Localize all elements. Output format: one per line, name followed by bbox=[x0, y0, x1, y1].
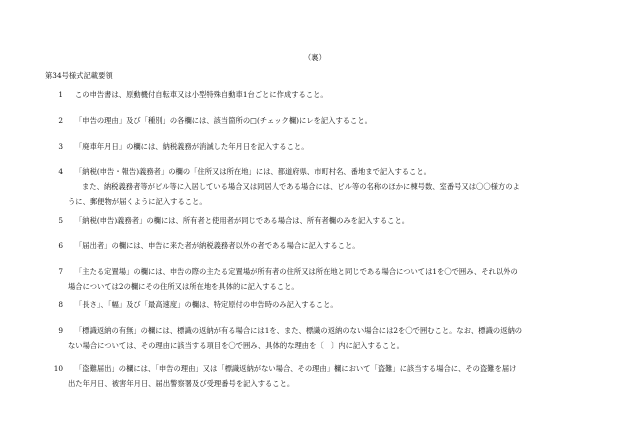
item-number: 2 bbox=[58, 116, 63, 125]
item-continuation: 場合については2の欄にその住所又は所在地を具体的に記入すること。 bbox=[68, 282, 299, 291]
item-number: 1 bbox=[58, 90, 63, 99]
item-text: 「届出者」の欄には、申告に来た者が納税義務者以外の者である場合に記入すること。 bbox=[75, 241, 360, 250]
item-number: 7 bbox=[58, 267, 63, 276]
item-number: 8 bbox=[58, 300, 63, 309]
item-text: 「申告の理由」及び「種別」の各欄には、該当箇所の□(チェック欄)にレを記入すること。 bbox=[75, 116, 372, 125]
item-text: この申告書は、原動機付自転車又は小型特殊自動車1台ごとに作成すること。 bbox=[75, 90, 328, 99]
item-continuation: ない場合については、その理由に該当する項目を〇で囲み、具体的な理由を〔 〕内に記入すること。 bbox=[68, 341, 404, 350]
item-text: 「主たる定置場」の欄には、申告の際の主たる定置場が所有者の住所又は所在地と同じである場合については1を〇で囲み、それ以外の bbox=[75, 267, 518, 276]
item-number: 10 bbox=[53, 364, 63, 373]
item-number: 3 bbox=[58, 142, 63, 151]
item-text: 「廃車年月日」の欄には、納税義務が消滅した年月日を記入すること。 bbox=[75, 142, 309, 151]
page-side-label: （裏） bbox=[303, 53, 327, 62]
item-text: 「納税(申告・報告)義務者」の欄の「住所又は所在地」には、都道府県、市町村名、番地まで記入すること。 bbox=[75, 167, 431, 176]
item-continuation: また、納税義務者等がビル等に入居している場合又は同居人である場合には、ビル等の名称のほかに棟号数、室番号又は〇〇様方のよ bbox=[82, 182, 520, 191]
document-heading: 第34号様式記載要領 bbox=[45, 71, 113, 80]
item-number: 9 bbox=[58, 326, 63, 335]
item-continuation-2: うに、郵便物が届くように記入すること。 bbox=[68, 197, 207, 206]
item-number: 5 bbox=[58, 216, 63, 225]
item-text: 「長さ」、「幅」及び「最高速度」の欄は、特定原付の申告時のみ記入すること。 bbox=[75, 300, 338, 309]
item-continuation: 出た年月日、被害年月日、届出警察署及び受理番号を記入すること。 bbox=[68, 379, 295, 388]
item-text: 「納税(申告)義務者」の欄には、所有者と使用者が同じである場合は、所有者欄のみを記入すること。 bbox=[75, 216, 410, 225]
item-text: 「盗難届出」の欄には、「申告の理由」又は「標識返納がない場合、その理由」欄において「盗難」に該当する場合に、その盗難を届け bbox=[75, 364, 517, 373]
item-text: 「標識返納の有無」の欄には、標識の返納が有る場合には1を、また、標識の返納のない場合には2を〇で囲むこと。なお、標識の返納の bbox=[75, 326, 523, 335]
item-number: 6 bbox=[58, 241, 63, 250]
item-number: 4 bbox=[58, 167, 63, 176]
